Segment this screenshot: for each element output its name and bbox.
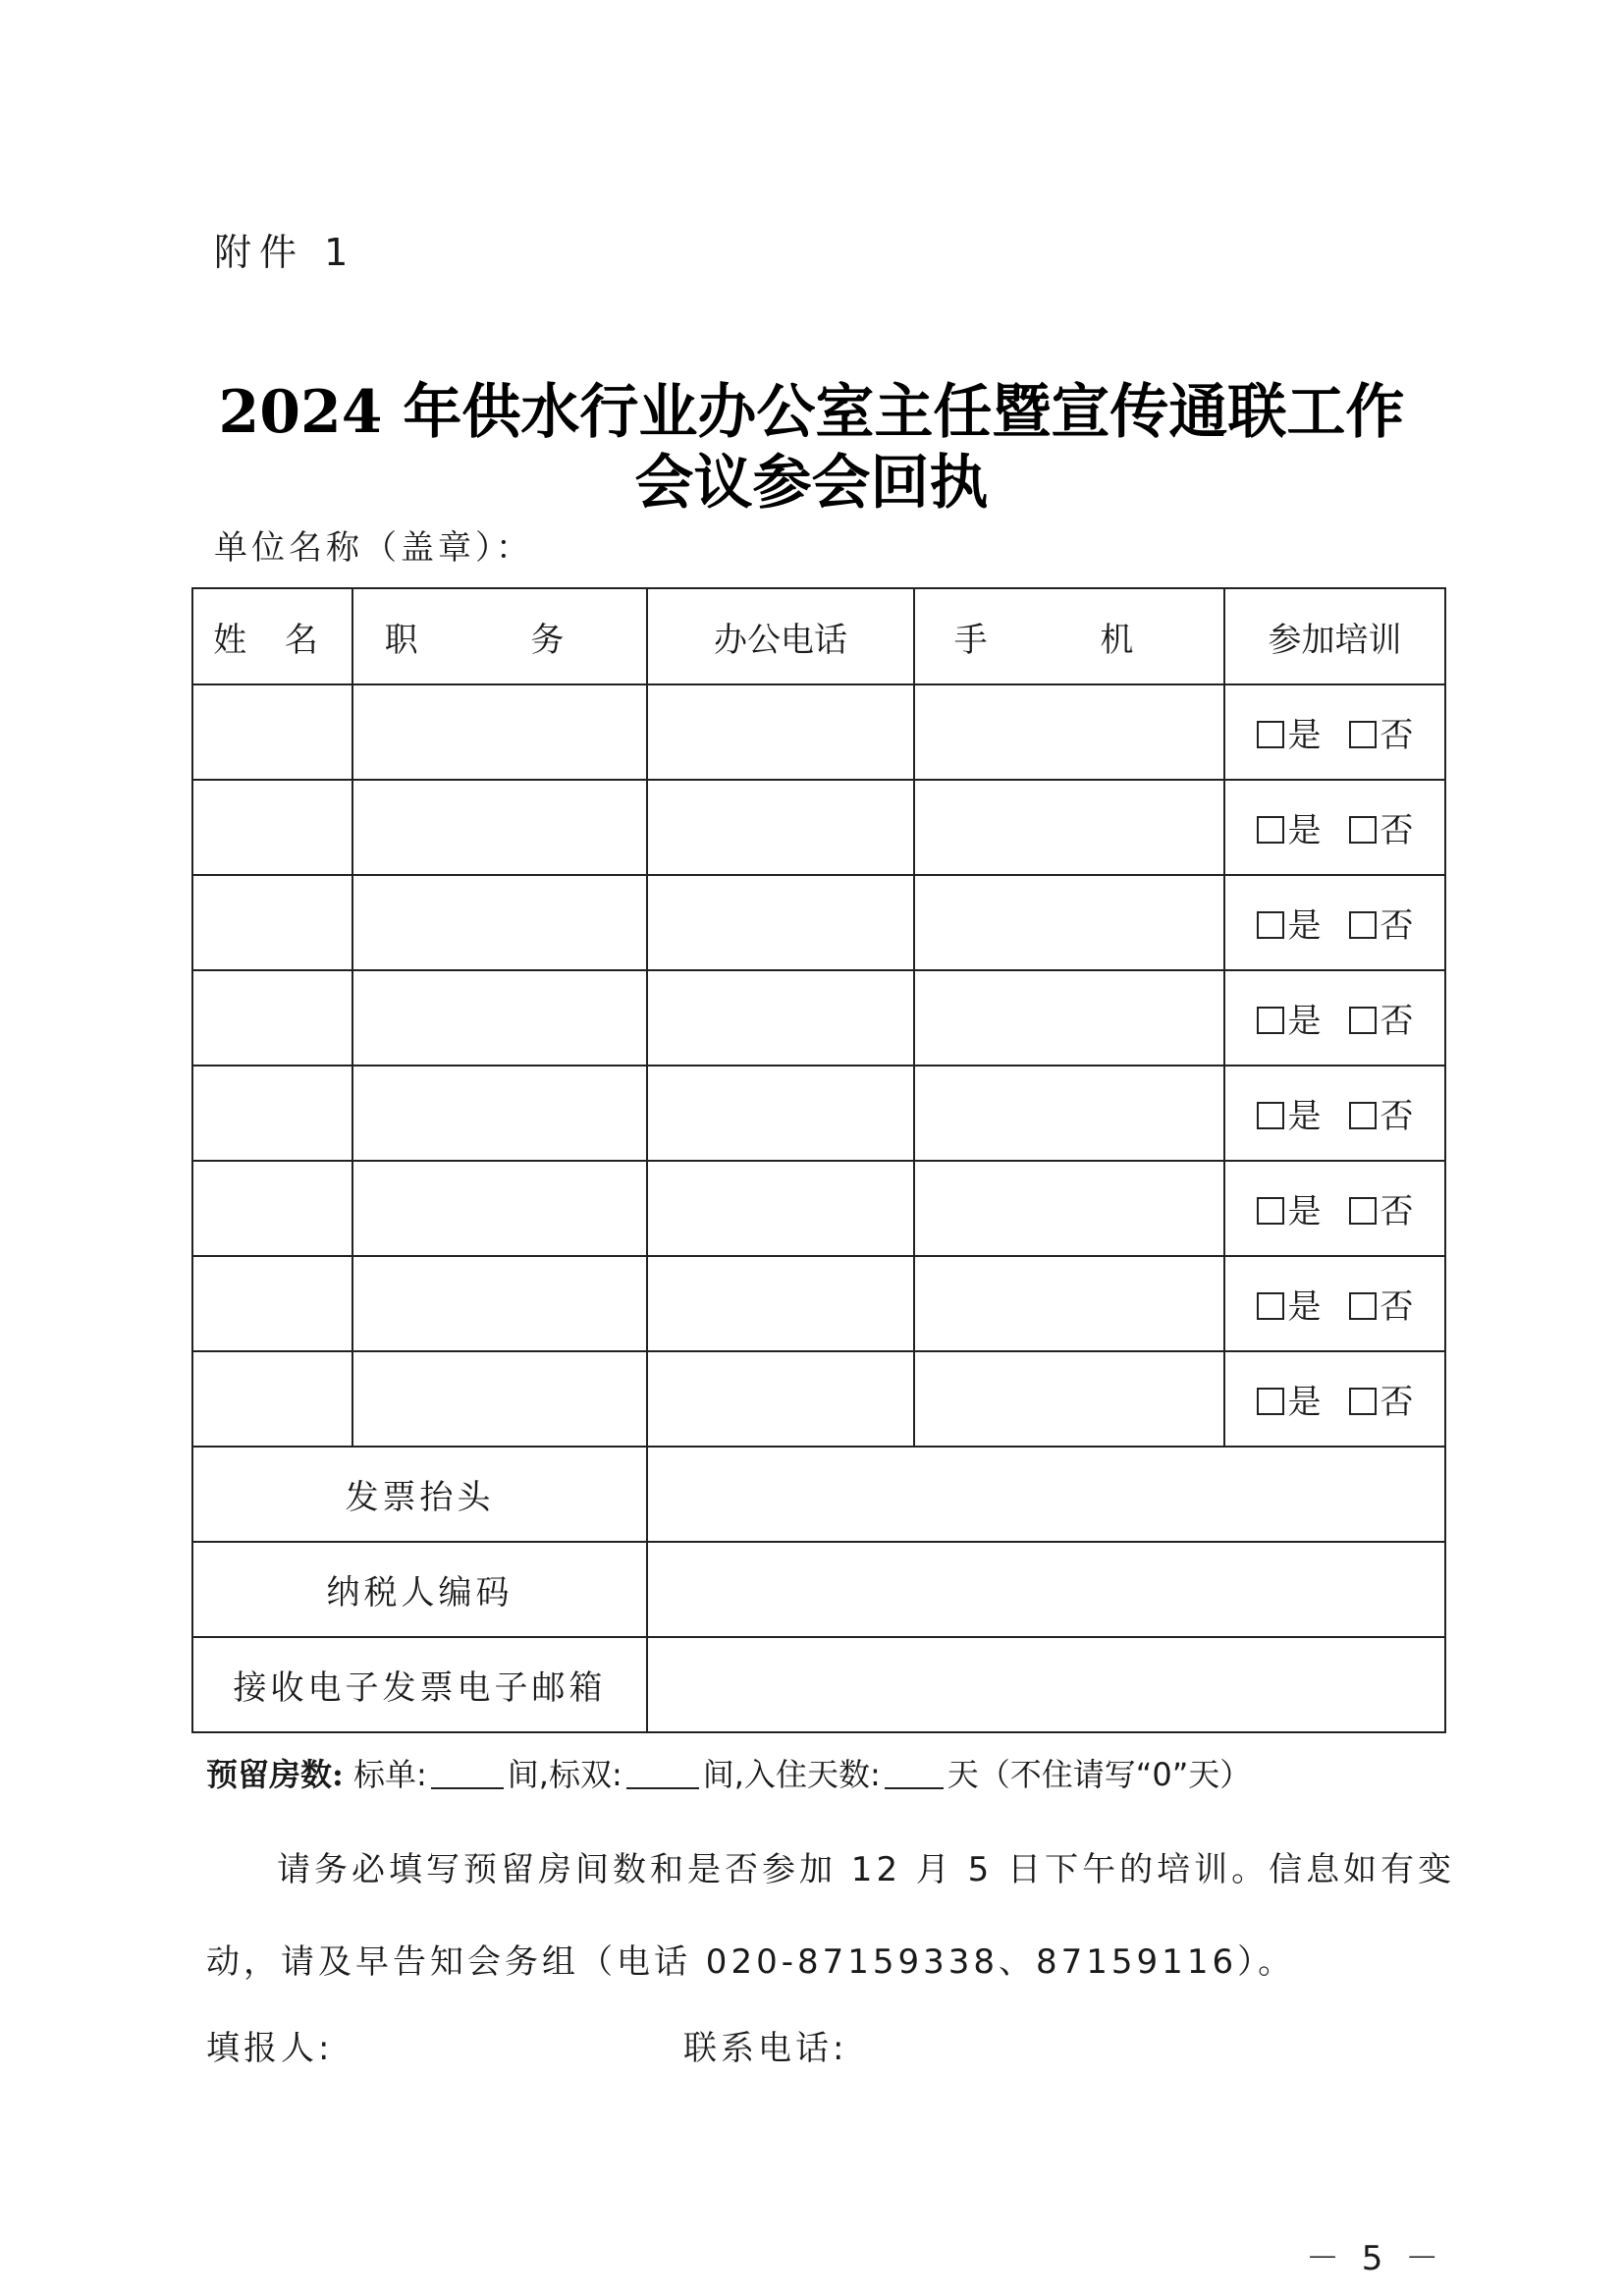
table-header-row bbox=[192, 588, 1445, 684]
no-label: 否 bbox=[1380, 1002, 1414, 1041]
yes-label: 是 bbox=[1287, 1287, 1322, 1327]
yes-checkbox[interactable] bbox=[1257, 721, 1284, 748]
yes-checkbox[interactable] bbox=[1257, 911, 1284, 939]
position-cell[interactable] bbox=[352, 780, 647, 875]
table-row bbox=[192, 1351, 1445, 1447]
invoice-email-label: 接收电子发票电子邮箱 bbox=[192, 1637, 647, 1732]
office-phone-cell[interactable] bbox=[647, 1066, 914, 1161]
registration-table bbox=[191, 587, 1446, 1733]
header-training: 参加培训 bbox=[1224, 588, 1445, 684]
yes-checkbox[interactable] bbox=[1257, 816, 1284, 844]
mobile-cell[interactable] bbox=[914, 1161, 1224, 1256]
table-row bbox=[192, 875, 1445, 970]
training-choice-cell bbox=[1224, 970, 1445, 1066]
position-cell[interactable] bbox=[352, 1066, 647, 1161]
table-row bbox=[192, 1066, 1445, 1161]
double-room-blank[interactable] bbox=[626, 1760, 699, 1789]
table-row bbox=[192, 1161, 1445, 1256]
mobile-cell[interactable] bbox=[914, 1351, 1224, 1447]
yes-label: 是 bbox=[1287, 906, 1322, 946]
yes-label: 是 bbox=[1287, 1383, 1322, 1422]
no-checkbox[interactable] bbox=[1349, 1007, 1377, 1034]
header-position: 职 务 bbox=[352, 588, 647, 684]
no-checkbox[interactable] bbox=[1349, 1102, 1377, 1129]
invoice-title-row bbox=[192, 1447, 1445, 1542]
mobile-cell[interactable] bbox=[914, 1256, 1224, 1351]
document-title-line-2: 会议参会回执 bbox=[634, 449, 989, 518]
office-phone-cell[interactable] bbox=[647, 780, 914, 875]
no-checkbox[interactable] bbox=[1349, 816, 1377, 844]
attachment-label: 附件 1 bbox=[214, 231, 356, 274]
training-choice-cell bbox=[1224, 1351, 1445, 1447]
office-phone-cell[interactable] bbox=[647, 1256, 914, 1351]
name-cell[interactable] bbox=[192, 1351, 352, 1447]
invoice-title-label: 发票抬头 bbox=[192, 1447, 647, 1542]
no-checkbox[interactable] bbox=[1349, 911, 1377, 939]
yes-label: 是 bbox=[1287, 1192, 1322, 1231]
note-line-2: 动，请及早告知会务组（电话 020-87159338、87159116）。 bbox=[206, 1942, 1296, 1982]
header-name: 姓 名 bbox=[192, 588, 352, 684]
office-phone-cell[interactable] bbox=[647, 1161, 914, 1256]
unit-name-label: 单位名称（盖章）： bbox=[214, 528, 533, 568]
yes-checkbox[interactable] bbox=[1257, 1292, 1284, 1320]
header-office-phone: 办公电话 bbox=[647, 588, 914, 684]
training-choice-cell bbox=[1224, 1256, 1445, 1351]
training-choice-cell bbox=[1224, 780, 1445, 875]
no-checkbox[interactable] bbox=[1349, 1197, 1377, 1225]
yes-checkbox[interactable] bbox=[1257, 1388, 1284, 1415]
no-label: 否 bbox=[1380, 1383, 1414, 1422]
single-room-label: 标单: bbox=[353, 1756, 427, 1793]
stay-days-label: 入住天数: bbox=[743, 1756, 881, 1793]
no-checkbox[interactable] bbox=[1349, 1388, 1377, 1415]
table-row bbox=[192, 1256, 1445, 1351]
invoice-email-field[interactable] bbox=[647, 1637, 1445, 1732]
single-room-blank[interactable] bbox=[431, 1760, 504, 1789]
training-choice-cell bbox=[1224, 1066, 1445, 1161]
invoice-email-row bbox=[192, 1637, 1445, 1732]
yes-checkbox[interactable] bbox=[1257, 1197, 1284, 1225]
position-cell[interactable] bbox=[352, 875, 647, 970]
table-row bbox=[192, 970, 1445, 1066]
stay-days-unit: 天（不住请写“0”天） bbox=[947, 1756, 1252, 1793]
mobile-cell[interactable] bbox=[914, 780, 1224, 875]
training-choice-cell bbox=[1224, 684, 1445, 780]
header-mobile: 手 机 bbox=[914, 588, 1224, 684]
position-cell[interactable] bbox=[352, 970, 647, 1066]
office-phone-cell[interactable] bbox=[647, 1351, 914, 1447]
document-title-line-1: 2024 年供水行业办公室主任暨宣传通联工作 bbox=[218, 378, 1405, 447]
single-room-unit: 间, bbox=[507, 1756, 549, 1793]
position-cell[interactable] bbox=[352, 1351, 647, 1447]
note-line-1: 请务必填写预留房间数和是否参加 12 月 5 日下午的培训。信息如有变 bbox=[277, 1850, 1456, 1889]
taxpayer-id-field[interactable] bbox=[647, 1542, 1445, 1637]
double-room-unit: 间, bbox=[702, 1756, 744, 1793]
yes-checkbox[interactable] bbox=[1257, 1007, 1284, 1034]
yes-checkbox[interactable] bbox=[1257, 1102, 1284, 1129]
yes-label: 是 bbox=[1287, 811, 1322, 850]
stay-days-blank[interactable] bbox=[885, 1760, 944, 1789]
taxpayer-id-row bbox=[192, 1542, 1445, 1637]
yes-label: 是 bbox=[1287, 1002, 1322, 1041]
yes-label: 是 bbox=[1287, 716, 1322, 755]
no-label: 否 bbox=[1380, 1097, 1414, 1136]
name-cell[interactable] bbox=[192, 780, 352, 875]
table-row bbox=[192, 684, 1445, 780]
no-label: 否 bbox=[1380, 716, 1414, 755]
training-choice-cell bbox=[1224, 875, 1445, 970]
office-phone-cell[interactable] bbox=[647, 875, 914, 970]
invoice-title-field[interactable] bbox=[647, 1447, 1445, 1542]
no-label: 否 bbox=[1380, 1192, 1414, 1231]
position-cell[interactable] bbox=[352, 684, 647, 780]
name-cell[interactable] bbox=[192, 1161, 352, 1256]
mobile-cell[interactable] bbox=[914, 875, 1224, 970]
mobile-cell[interactable] bbox=[914, 1066, 1224, 1161]
position-cell[interactable] bbox=[352, 1161, 647, 1256]
training-choice-cell bbox=[1224, 1161, 1445, 1256]
filler-label: 填报人: bbox=[206, 2029, 334, 2068]
name-cell[interactable] bbox=[192, 684, 352, 780]
mobile-cell[interactable] bbox=[914, 970, 1224, 1066]
double-room-label: 标双: bbox=[548, 1756, 622, 1793]
position-cell[interactable] bbox=[352, 1256, 647, 1351]
table-row bbox=[192, 780, 1445, 875]
no-checkbox[interactable] bbox=[1349, 721, 1377, 748]
name-cell[interactable] bbox=[192, 875, 352, 970]
page-number: － 5 － bbox=[1306, 2239, 1445, 2278]
no-label: 否 bbox=[1380, 811, 1414, 850]
no-label: 否 bbox=[1380, 1287, 1414, 1327]
name-cell[interactable] bbox=[192, 1066, 352, 1161]
rooms-label: 预留房数: bbox=[206, 1756, 344, 1793]
name-cell[interactable] bbox=[192, 1256, 352, 1351]
office-phone-cell[interactable] bbox=[647, 970, 914, 1066]
office-phone-cell[interactable] bbox=[647, 684, 914, 780]
no-label: 否 bbox=[1380, 906, 1414, 946]
mobile-cell[interactable] bbox=[914, 684, 1224, 780]
reserved-rooms-line bbox=[206, 1750, 1251, 1795]
contact-phone-label: 联系电话: bbox=[683, 2029, 848, 2068]
yes-label: 是 bbox=[1287, 1097, 1322, 1136]
taxpayer-id-label: 纳税人编码 bbox=[192, 1542, 647, 1637]
name-cell[interactable] bbox=[192, 970, 352, 1066]
no-checkbox[interactable] bbox=[1349, 1292, 1377, 1320]
